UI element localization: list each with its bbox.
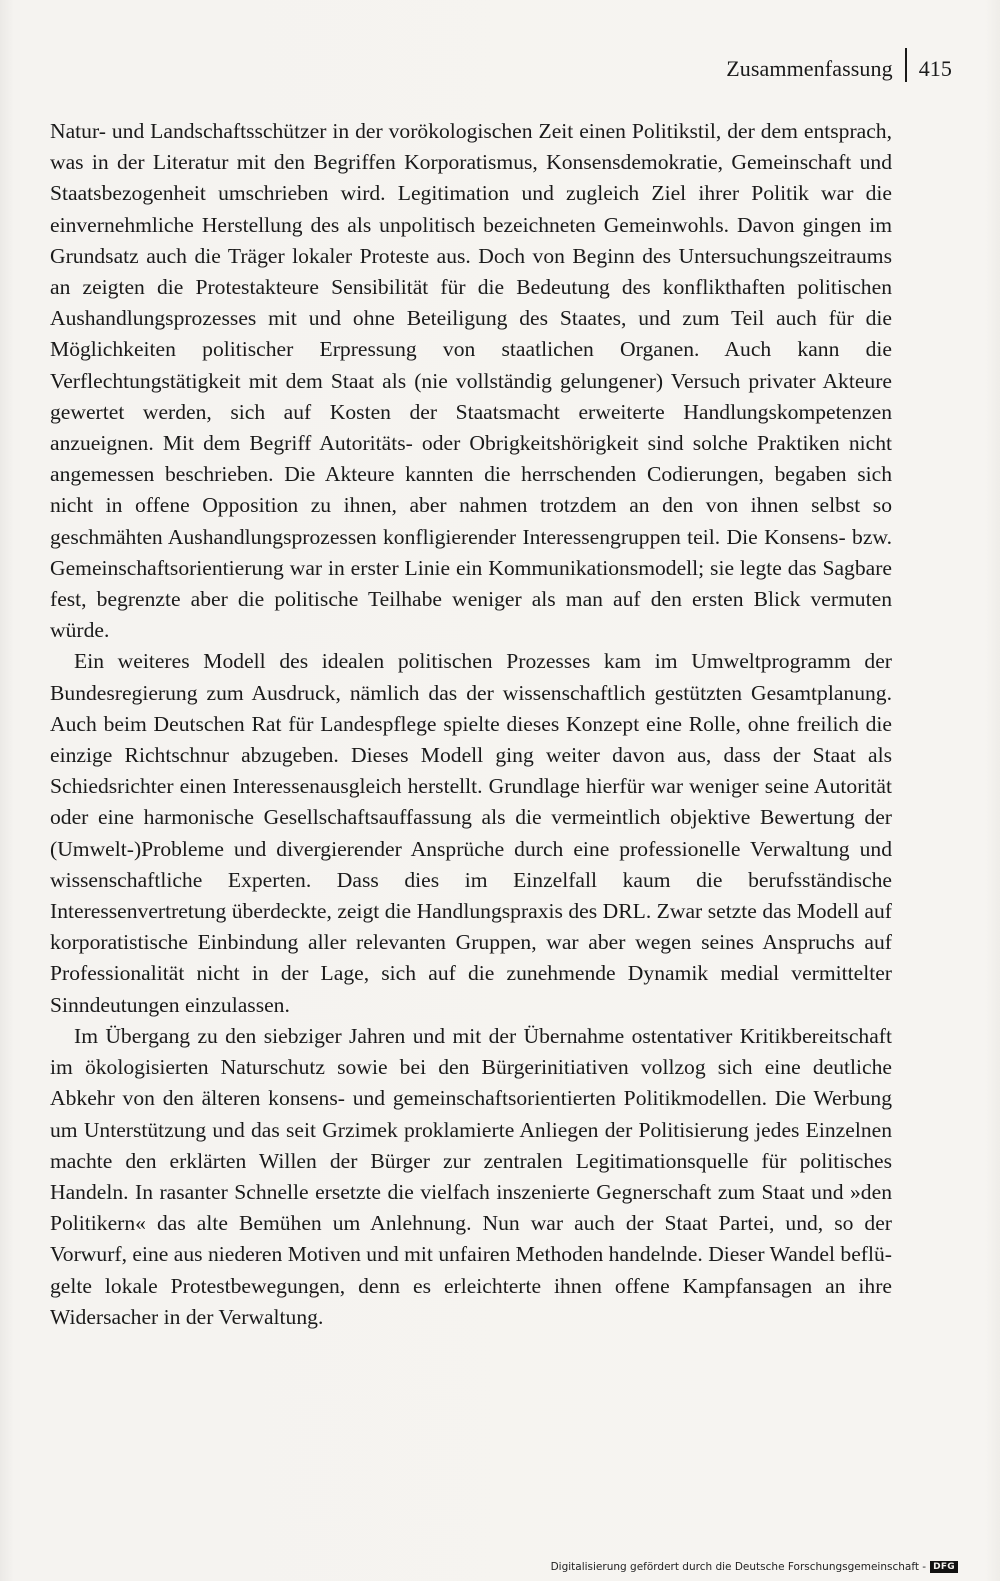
page-number: 415: [918, 56, 952, 81]
paragraph-1: Natur- und Landschaftsschützer in der vorökologischen Zeit einen Politikstil, der dem entsprach, was in der Literatur mit den Begriffen Korporatismus, Konsensdemokratie, Gemeinschaft und Staatsbezogenheit umschrieben wird. Legitimation und zugleich Ziel ihrer Politik war die einvernehmliche Herstellung des als unpolitisch bezeichneten Gemeinwohls. Davon gingen im Grundsatz auch die Träger lokaler Proteste aus. Doch von Beginn des Untersuchungszeitraums an zeigten die Protestakteure Sensibilität für die Bedeutung des konflikthaften politischen Aushandlungsprozesses mit und ohne Beteiligung des Staates, und zum Teil auch für die Möglichkeiten politischer Erpressung von staatlichen Organen. Auch kann die Verflechtungstätigkeit mit dem Staat als (nie vollständig gelungener) Versuch privater Akteure gewertet werden, sich auf Kosten der Staatsmacht erweiterte Handlungskompetenzen anzueignen. Mit dem Begriff Autoritäts- oder Obrigkeitshörigkeit sind solche Praktiken nicht angemessen beschrieben. Die Akteure kannten die herrschenden Codierungen, begaben sich nicht in offene Opposition zu ihnen, aber nahmen trotzdem an den von ihnen selbst so geschmähten Aushandlungsprozessen konfligierender Interessengruppen teil. Die Konsens- bzw. Gemeinschaftsorientierung war in erster Linie ein Kommunikationsmodell; sie legte das Sagbare fest, begrenzte aber die politische Teilhabe weniger als man auf den ersten Blick vermuten würde.: [50, 119, 892, 643]
paragraph-3: Im Übergang zu den siebziger Jahren und mit der Übernahme ostentativer Kritikbereitschaft im ökologisierten Naturschutz sowie bei den Bürgerinitiativen vollzog sich eine deutliche Abkehr von den älteren konsens- und gemeinschaftsorientierten Politikmodellen. Die Werbung um Unterstützung und das seit Grzimek proklamierte Anliegen der Politisierung jedes Einzelnen machte den erklärten Willen der Bürger zur zentralen Legitimationsquelle für politisches Handeln. In rasanter Schnelle ersetzte die vielfach inszenierte Gegnerschaft zum Staat und »den Politikern« das alte Bemühen um Anlehnung. Nun war auch der Staat Partei, und, so der Vorwurf, eine aus niederen Motiven und mit unfairen Methoden handelnde. Dieser Wandel beflügelte lokale Protestbewegungen, denn es erleichterte ihnen offene Kampfansagen an ihre Widersacher in der Verwaltung.: [50, 1023, 892, 1329]
running-head: [726, 56, 952, 82]
body-text: [50, 116, 892, 1333]
paragraph-2: Ein weiteres Modell des idealen politischen Prozesses kam im Umweltprogramm der Bundesregierung zum Ausdruck, nämlich das der wissenschaftlich gestützten Gesamtplanung. Auch beim Deutschen Rat für Landespflege spielte dieses Konzept eine Rolle, ohne freilich die einzige Richtschnur abzugeben. Dieses Modell ging weiter davon aus, dass der Staat als Schiedsrichter einen Interessenausgleich herstellt. Grundlage hierfür war weniger seine Autorität oder eine harmonische Gesellschaftsauffassung als die vermeintlich objektive Bewertung der (Umwelt-)Probleme und divergierender Ansprüche durch eine professionelle Verwaltung und wissenschaftliche Experten. Dass dies im Einzelfall kaum die berufsständische Interessenvertretung überdeckte, zeigt die Handlungspraxis des DRL. Zwar setzte das Modell auf korporatistische Einbindung aller relevanten Gruppen, war aber wegen seines Anspruchs auf Professionalität nicht in der Lage, sich auf die zunehmende Dynamik medial vermittelter Sinndeutungen einzulassen.: [50, 649, 892, 1017]
credit-text: Digitalisierung gefördert durch die Deutsche Forschungsgemeinschaft -: [550, 1561, 927, 1573]
section-title: Zusammenfassung: [726, 56, 893, 81]
digitization-credit: [551, 1561, 958, 1573]
dfg-logo: DFG: [930, 1561, 958, 1573]
